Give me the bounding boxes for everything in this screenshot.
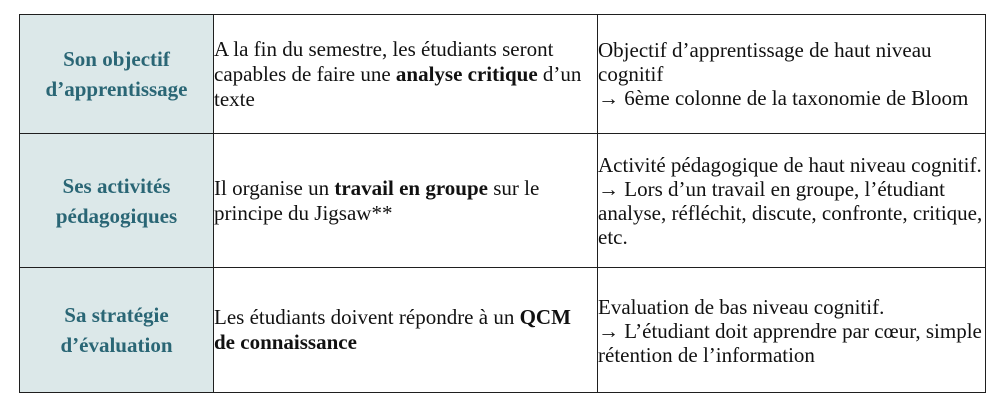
row-header-objective [20,15,214,134]
description-text: d’un texte [214,61,582,111]
row-analysis [598,134,986,268]
description-text: sur le principe du Jigsaw** [214,175,540,225]
row-header-label: Sa stratégie d’évaluation [60,303,173,357]
table-row [20,268,986,393]
row-analysis [598,268,986,393]
analysis-title: Evaluation de bas niveau cognitif. [598,295,885,319]
table-row [20,134,986,268]
analysis-title: Objectif d’apprentissage de haut niveau cognitif [598,38,932,86]
description-text: A la fin du semestre, les étudiants seront capables de faire une [214,36,554,86]
row-description [214,134,598,268]
table-row [20,15,986,134]
description-emphasis: analyse critique [395,61,538,86]
row-header-label: Son objectif d’apprentissage [45,47,188,101]
row-description [214,15,598,134]
row-analysis [598,15,986,134]
row-header-label: Ses activités pédagogiques [55,173,178,228]
description-text: Les étudiants doivent répondre à un [214,305,520,329]
row-header-evaluation [20,268,214,393]
row-description [214,268,598,393]
analysis-title: Activité pédagogique de haut niveau cognitif. [598,153,982,177]
row-header-activities [20,134,214,268]
description-emphasis: QCM de connaissance [214,305,571,354]
description-emphasis: travail en groupe [334,175,488,200]
description-text: Il organise un [214,175,335,200]
analysis-detail: → L’étudiant doit apprendre par cœur, simple rétention de l’information [598,319,982,367]
analysis-detail: → 6ème colonne de la taxonomie de Bloom [598,86,969,110]
analysis-detail: → Lors d’un travail en groupe, l’étudiant analyse, réfléchit, discute, confronte, critique, etc. [598,177,983,249]
comparison-table [19,14,986,393]
